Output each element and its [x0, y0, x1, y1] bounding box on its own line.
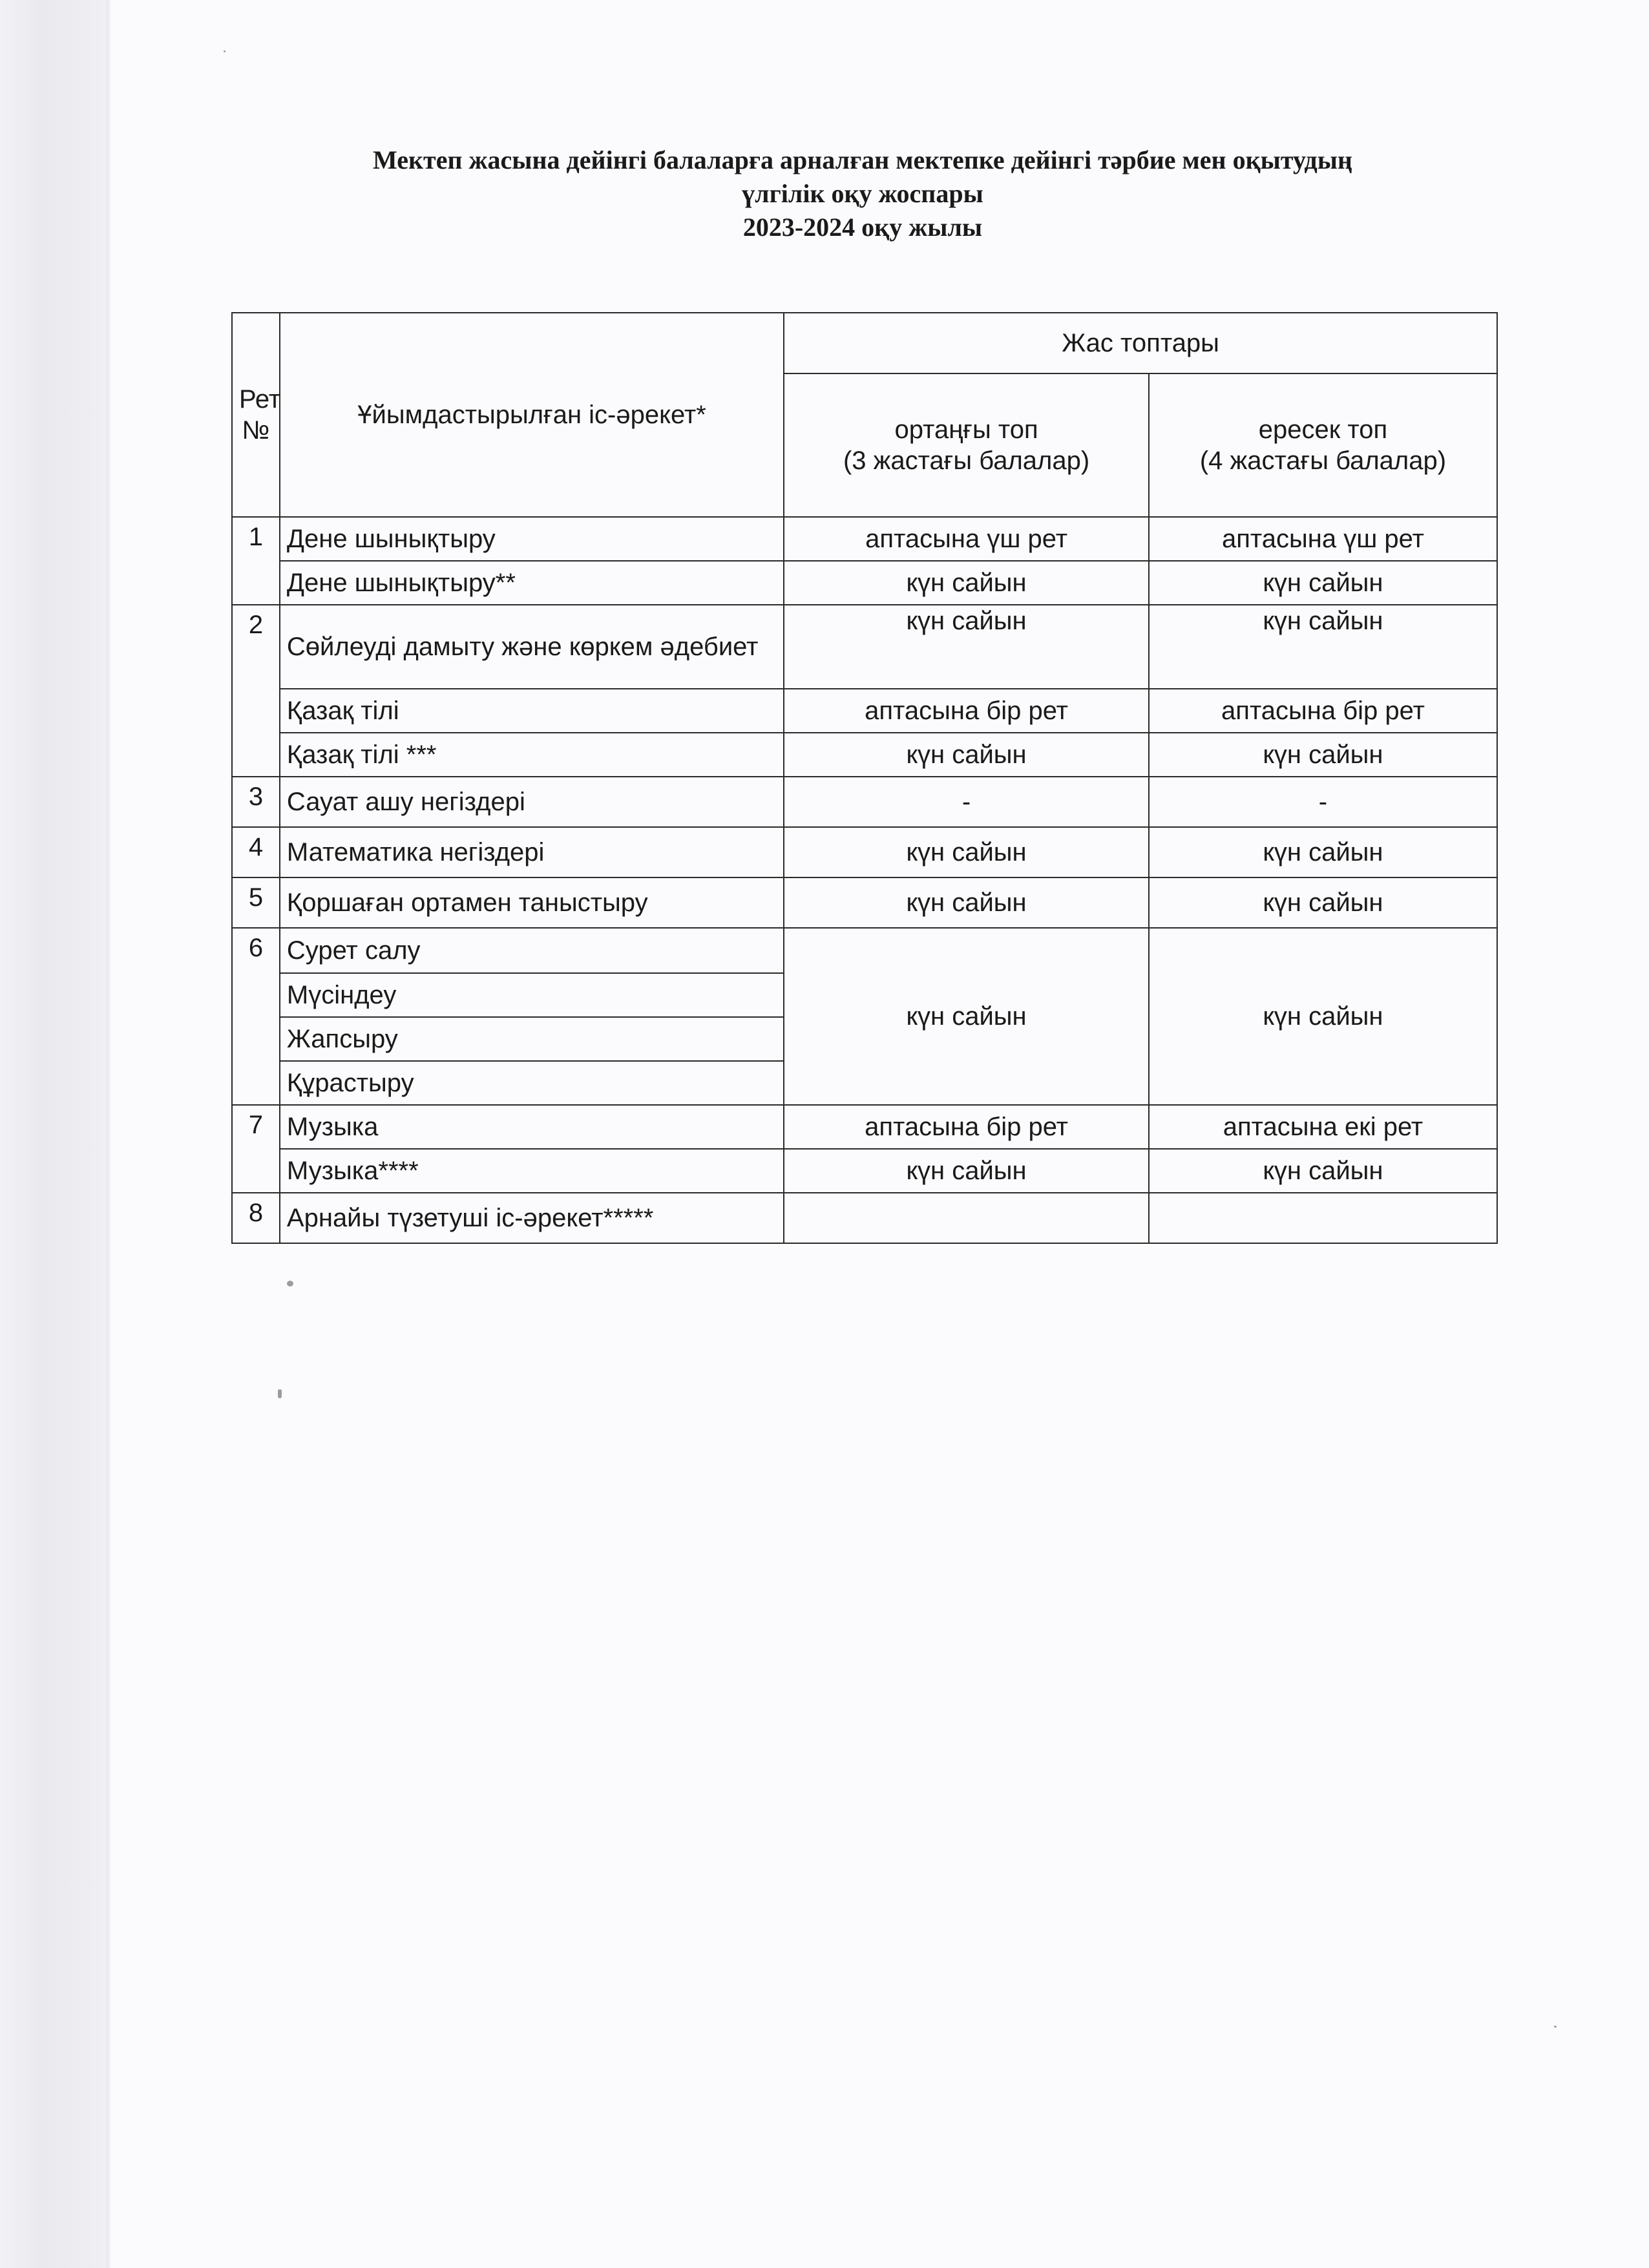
- activity-cell: Математика негіздері: [280, 827, 784, 877]
- senior-group-cell: күн сайын: [1149, 928, 1497, 1105]
- activity-cell: Сауат ашу негіздері: [280, 777, 784, 827]
- senior-group-cell: күн сайын: [1149, 1149, 1497, 1193]
- activity-cell: Арнайы түзетуші іс-әрекет*****: [280, 1193, 784, 1243]
- senior-group-cell: күн сайын: [1149, 733, 1497, 777]
- senior-group-cell: -: [1149, 777, 1497, 827]
- table-row: [232, 733, 1497, 777]
- table-row: [232, 561, 1497, 605]
- row-number: 7: [232, 1105, 280, 1193]
- activity-cell: Музыка: [280, 1105, 784, 1149]
- senior-group-cell: [1149, 1193, 1497, 1243]
- scan-speck: [287, 1281, 293, 1286]
- activity-cell: Қазақ тілі: [280, 689, 784, 733]
- middle-group-cell: күн сайын: [784, 1149, 1149, 1193]
- header-middle-group: [784, 373, 1149, 517]
- activity-cell: Сурет салу: [280, 928, 784, 973]
- scan-speck: [1554, 2026, 1557, 2028]
- senior-group-cell: күн сайын: [1149, 827, 1497, 877]
- table-row: [232, 777, 1497, 827]
- table-row: [232, 827, 1497, 877]
- activity-cell: Қазақ тілі ***: [280, 733, 784, 777]
- middle-group-cell: күн сайын: [784, 877, 1149, 928]
- table-row: [232, 877, 1497, 928]
- middle-group-cell: күн сайын: [784, 733, 1149, 777]
- middle-group-cell: аптасына үш рет: [784, 517, 1149, 561]
- row-number: 6: [232, 928, 280, 1105]
- row-number: 5: [232, 877, 280, 928]
- activity-cell: Музыка****: [280, 1149, 784, 1193]
- header-activity: Ұйымдастырылған іс-әрекет*: [280, 313, 784, 517]
- title-line-3: 2023-2024 оқу жылы: [742, 213, 983, 242]
- table-row: [232, 689, 1497, 733]
- curriculum-table: [231, 312, 1498, 1244]
- header-number-line2: №: [242, 416, 270, 445]
- header-age-groups: Жас топтары: [784, 313, 1497, 373]
- table-row: [232, 517, 1497, 561]
- activity-cell: Дене шынықтыру**: [280, 561, 784, 605]
- middle-group-cell: күн сайын: [784, 928, 1149, 1105]
- middle-group-cell: аптасына бір рет: [784, 1105, 1149, 1149]
- row-number: 3: [232, 777, 280, 827]
- senior-group-cell: күн сайын: [1149, 605, 1497, 689]
- document-title: [213, 143, 1512, 244]
- table-row: [232, 1149, 1497, 1193]
- senior-group-cell: күн сайын: [1149, 561, 1497, 605]
- middle-group-cell: күн сайын: [784, 827, 1149, 877]
- header-middle-group-name: ортаңғы топ: [894, 415, 1038, 444]
- scan-margin-shade: [0, 0, 107, 2268]
- senior-group-cell: аптасына үш рет: [1149, 517, 1497, 561]
- table-row: [232, 1193, 1497, 1243]
- table-row: [232, 605, 1497, 689]
- middle-group-cell: аптасына бір рет: [784, 689, 1149, 733]
- middle-group-cell: күн сайын: [784, 605, 1149, 689]
- row-number: 2: [232, 605, 280, 777]
- senior-group-cell: аптасына екі рет: [1149, 1105, 1497, 1149]
- row-number: 8: [232, 1193, 280, 1243]
- middle-group-cell: [784, 1193, 1149, 1243]
- middle-group-cell: -: [784, 777, 1149, 827]
- activity-cell: Құрастыру: [280, 1061, 784, 1105]
- activity-cell: Мүсіндеу: [280, 973, 784, 1017]
- row-number: 1: [232, 517, 280, 605]
- middle-group-cell: күн сайын: [784, 561, 1149, 605]
- senior-group-cell: аптасына бір рет: [1149, 689, 1497, 733]
- activity-cell: Сөйлеуді дамыту және көркем әдебиет: [280, 605, 784, 689]
- scan-margin-edge: [107, 0, 110, 2268]
- table-row: [232, 1105, 1497, 1149]
- activity-cell: Дене шынықтыру: [280, 517, 784, 561]
- scan-speck: [224, 50, 226, 52]
- header-middle-group-age: (3 жастағы балалар): [843, 446, 1090, 475]
- header-senior-group-age: (4 жастағы балалар): [1199, 446, 1447, 475]
- activity-cell: Жапсыру: [280, 1017, 784, 1061]
- row-number: 4: [232, 827, 280, 877]
- table-header-row: [232, 313, 1497, 373]
- header-senior-group-name: ересек топ: [1258, 415, 1388, 444]
- scan-speck: [278, 1389, 282, 1398]
- table-row: [232, 928, 1497, 973]
- title-line-1: Мектеп жасына дейінгі балаларға арналған мектепке дейінгі тәрбие мен оқытудың: [373, 145, 1352, 174]
- activity-cell: Қоршаған ортамен таныстыру: [280, 877, 784, 928]
- title-line-2: үлгілік оқу жоспары: [742, 179, 983, 208]
- senior-group-cell: күн сайын: [1149, 877, 1497, 928]
- header-number-line1: Рет: [239, 385, 281, 414]
- header-senior-group: [1149, 373, 1497, 517]
- header-number: [232, 313, 280, 517]
